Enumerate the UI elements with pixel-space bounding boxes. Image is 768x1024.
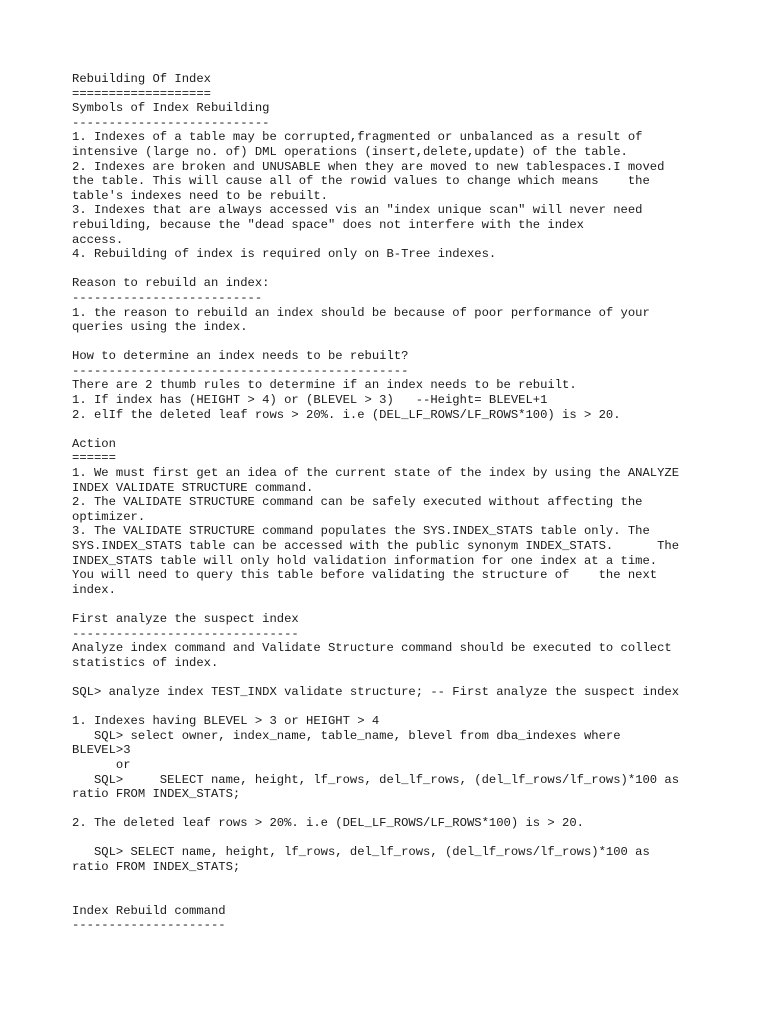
text-line: 1. the reason to rebuild an index should be because of poor performance of your bbox=[72, 305, 650, 320]
text-line: SQL> analyze index TEST_INDX validate structure; -- First analyze the suspect index bbox=[72, 684, 680, 699]
text-line: index. bbox=[72, 582, 116, 597]
text-line: How to determine an index needs to be rebuilt? bbox=[72, 349, 409, 364]
text-line bbox=[72, 597, 712, 612]
text-line: queries using the index. bbox=[72, 320, 248, 335]
document-page bbox=[72, 72, 712, 933]
text-line: SQL> SELECT name, height, lf_rows, del_lf_rows, (del_lf_rows/lf_rows)*100 as bbox=[72, 845, 650, 860]
text-line: -------------------------- bbox=[72, 290, 263, 305]
text-line: --------------------- bbox=[72, 918, 226, 933]
text-line: optimizer. bbox=[72, 509, 146, 524]
text-line: 2. elIf the deleted leaf rows > 20%. i.e (DEL_LF_ROWS/LF_ROWS*100) is > 20. bbox=[72, 407, 621, 422]
text-line: SYS.INDEX_STATS table can be accessed with the public synonym INDEX_STATS. The bbox=[72, 539, 680, 553]
text-line: access. bbox=[72, 232, 124, 247]
text-line: INDEX VALIDATE STRUCTURE command. bbox=[72, 480, 314, 495]
text-line: 2. The deleted leaf rows > 20%. i.e (DEL_LF_ROWS/LF_ROWS*100) is > 20. bbox=[72, 816, 584, 831]
text-line bbox=[72, 335, 712, 350]
text-line: Reason to rebuild an index: bbox=[72, 276, 270, 291]
text-line bbox=[72, 422, 712, 437]
text-line: 1. Indexes having BLEVEL > 3 or HEIGHT > 4 bbox=[72, 714, 380, 729]
text-line: SQL> select owner, index_name, table_name, blevel from dba_indexes where bbox=[72, 728, 621, 743]
text-line: 3. Indexes that are always accessed vis an "index unique scan" will never need bbox=[72, 203, 643, 218]
text-line: 3. The VALIDATE STRUCTURE command populates the SYS.INDEX_STATS table only. The bbox=[72, 524, 650, 539]
text-line: --------------------------- bbox=[72, 115, 270, 130]
text-line: 1. Indexes of a table may be corrupted,fragmented or unbalanced as a result of bbox=[72, 130, 643, 145]
text-line: First analyze the suspect index bbox=[72, 611, 299, 626]
text-line: statistics of index. bbox=[72, 655, 219, 670]
text-line: the table. This will cause all of the rowid values to change which means the bbox=[72, 174, 650, 189]
text-line bbox=[72, 802, 712, 817]
text-line bbox=[72, 875, 712, 890]
text-line: Rebuilding Of Index bbox=[72, 72, 211, 86]
text-line: INDEX_STATS table will only hold validation information for one index at a time. bbox=[72, 553, 658, 568]
text-line bbox=[72, 831, 712, 846]
text-line: You will need to query this table before validating the structure of the next bbox=[72, 568, 658, 583]
text-line: ------------------------------- bbox=[72, 626, 299, 641]
text-line: 2. The VALIDATE STRUCTURE command can be safely executed without affecting the bbox=[72, 495, 643, 510]
text-line bbox=[72, 700, 712, 715]
text-line: ratio FROM INDEX_STATS; bbox=[72, 787, 241, 802]
text-line: 2. Indexes are broken and UNUSABLE when they are moved to new tablespaces.I moved bbox=[72, 159, 665, 174]
text-line: table's indexes need to be rebuilt. bbox=[72, 188, 328, 203]
text-line: Symbols of Index Rebuilding bbox=[72, 101, 270, 116]
text-line: ---------------------------------------------- bbox=[72, 363, 409, 378]
text-line: Action bbox=[72, 436, 116, 451]
text-line: There are 2 thumb rules to determine if an index needs to be rebuilt. bbox=[72, 378, 577, 393]
text-line: rebuilding, because the "dead space" does not interfere with the index bbox=[72, 217, 584, 232]
text-line: intensive (large no. of) DML operations (insert,delete,update) of the table. bbox=[72, 144, 628, 159]
text-line: SQL> SELECT name, height, lf_rows, del_lf_rows, (del_lf_rows/lf_rows)*100 as bbox=[72, 772, 680, 787]
text-line: 4. Rebuilding of index is required only on B-Tree indexes. bbox=[72, 247, 497, 262]
text-line: or bbox=[72, 757, 131, 772]
text-line: Index Rebuild command bbox=[72, 903, 226, 918]
text-line: ====== bbox=[72, 451, 116, 466]
text-line: 1. If index has (HEIGHT > 4) or (BLEVEL > 3) --Height= BLEVEL+1 bbox=[72, 393, 548, 408]
text-line: =================== bbox=[72, 86, 211, 101]
text-line: ratio FROM INDEX_STATS; bbox=[72, 860, 241, 875]
text-line: 1. We must first get an idea of the current state of the index by using the ANALYZE bbox=[72, 466, 680, 481]
text-line: Analyze index command and Validate Structure command should be executed to collect bbox=[72, 641, 672, 656]
text-line: BLEVEL>3 bbox=[72, 743, 131, 758]
text-line bbox=[72, 670, 712, 685]
text-line bbox=[72, 262, 712, 277]
text-line bbox=[72, 889, 712, 904]
